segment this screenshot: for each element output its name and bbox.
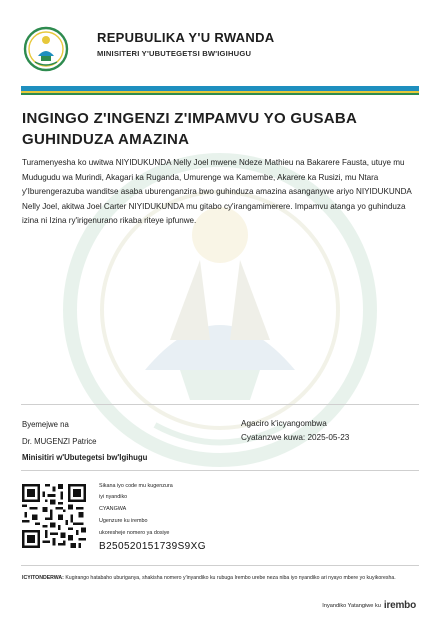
verify-instruction: Ugenzure ku irembo	[99, 518, 148, 524]
footer	[322, 600, 416, 611]
signatory-name: Dr. MUGENZI Patrice	[22, 437, 97, 446]
notice-text: Kugirango hatabaho uburiganya, shakisha nomero y'inyandiko ku rubuga Irembo urebe neza niba iyo nyandiko ari nyayo mbere yo kuyikoresha.	[65, 575, 396, 581]
verify-instruction: Sikana iyo code mu kugenzura	[99, 483, 173, 489]
verify-instruction: CYANGWA	[99, 506, 127, 512]
divider	[21, 565, 419, 566]
verify-instruction: iyi nyandiko	[99, 494, 128, 500]
notice	[22, 573, 422, 583]
divider	[21, 470, 419, 471]
country-name: REPUBULIKA Y'U RWANDA	[97, 30, 275, 45]
notice-label: ICYITONDERWA:	[22, 575, 64, 581]
verify-instruction: ukoresheje nomero ya dosiye	[99, 530, 170, 536]
signature-label: Byemejwe na	[22, 420, 69, 429]
divider	[21, 404, 419, 405]
rwanda-coat-of-arms-icon	[23, 26, 69, 72]
signatory-title: Minisitiri w'Ubutegetsi bw'Igihugu	[22, 453, 148, 462]
application-number: B250520151739S9XG	[99, 541, 206, 552]
issue-date: Cyatanzwe kuwa: 2025-05-23	[241, 433, 350, 442]
document-title: INGINGO Z'INGENZI Z'IMPAMVU YO GUSABA GUHINDUZA AMAZINA	[22, 110, 357, 148]
footer-text: Inyandiko Yatangiwe ku	[322, 602, 381, 609]
document-fee: Agaciro k'icyangombwa	[241, 419, 327, 428]
header-band-green	[21, 93, 419, 95]
document-body: Turamenyesha ko uwitwa NIYIDUKUNDA Nelly Joel mwene Ndeze Mathieu na Bakarere Fausta, utuye mu Mudugudu wa Murindi, Akagari ka Ruganda, Umurenge wa Kamembe, Akarere ka Rusizi, mu Ntara y'Iburengerazuba wanditse asaba uburenganzira bwo guhinduza amazina asanganywe ariyo NIYIDUKUNDA Nelly Joel, akitwa Joel Carter NIYIDUKUNDA mu gitabo cy'irangamimerere. Impamvu atanga yo guhinduza izina ni Izina ry'irigenurano rikaba riteye ipfunwe.	[22, 158, 412, 226]
irembo-logo: irembo	[383, 600, 416, 611]
qr-code-icon	[22, 484, 86, 548]
ministry-name: MINISITERI Y'UBUTEGETSI BW'IGIHUGU	[97, 49, 252, 58]
